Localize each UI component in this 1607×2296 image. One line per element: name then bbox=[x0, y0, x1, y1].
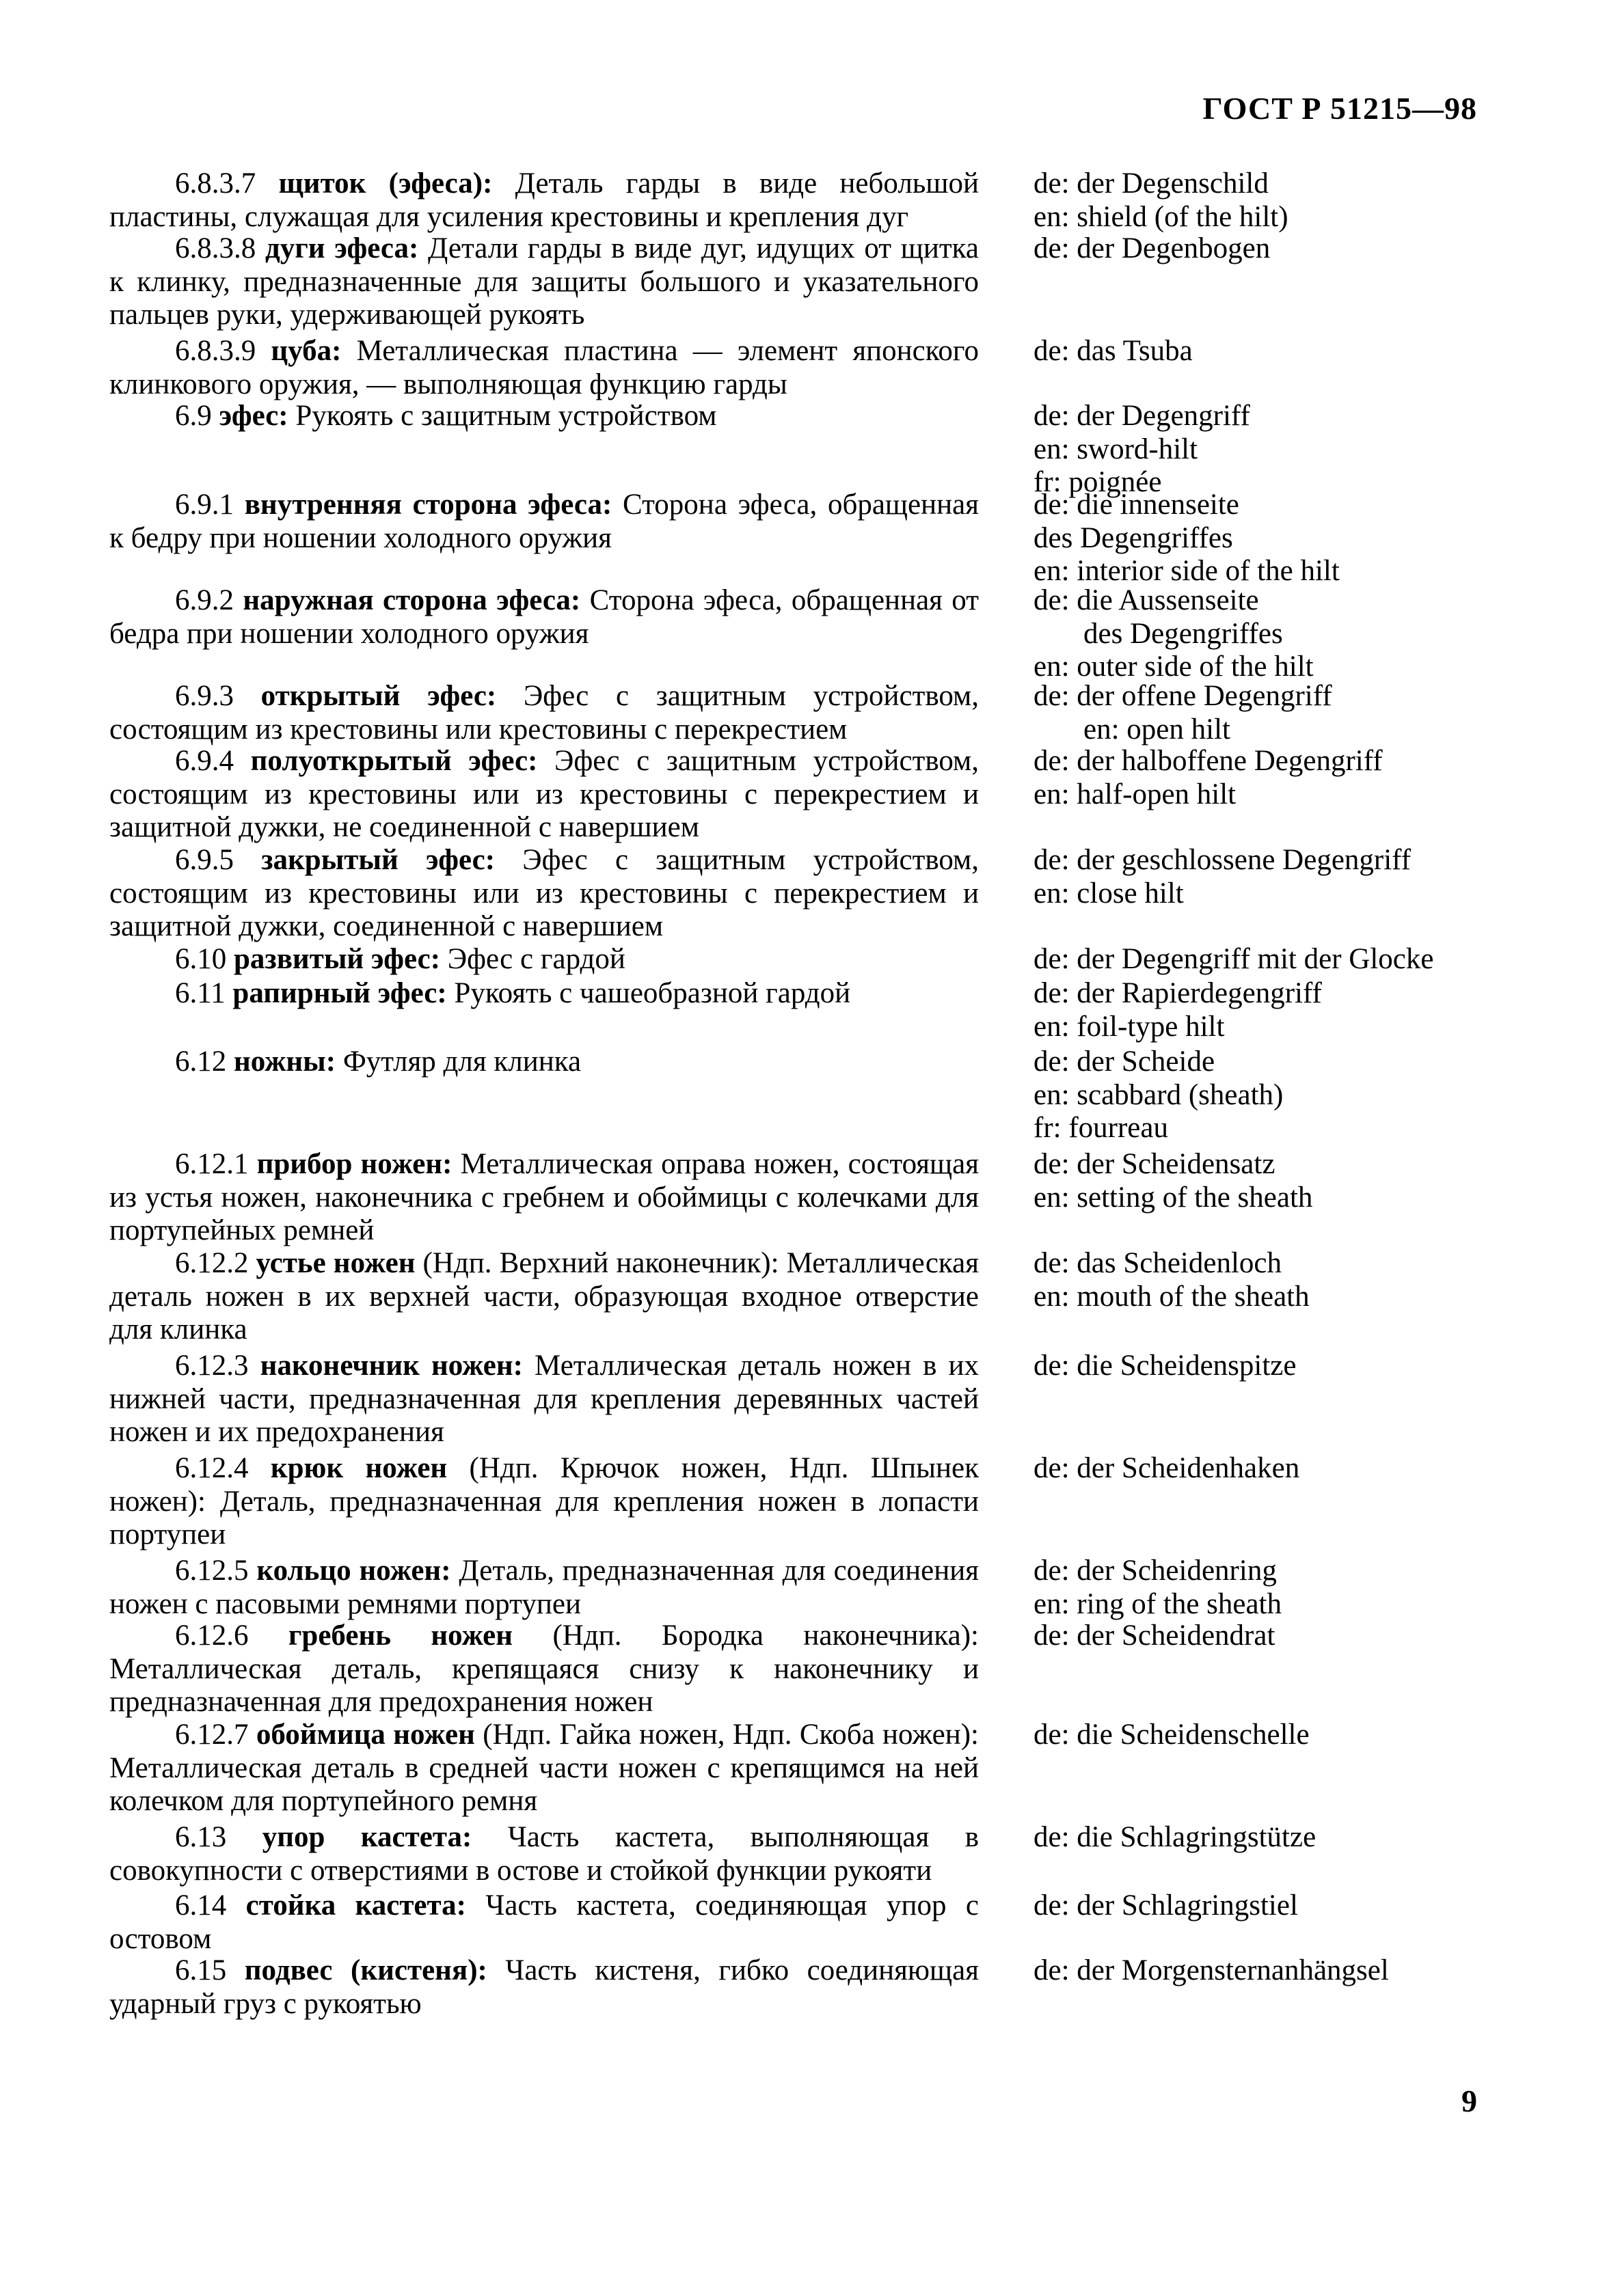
term-text: Эфес с защитным устройством, состоящим из крестовины или крестовины с перекрестием bbox=[109, 680, 980, 746]
term-text: Сторона эфеса, обращенная к бедру при ношении холодного оружия bbox=[109, 489, 980, 554]
term-text: Часть кастета, выполняющая в совокупности с отверстиями в остове и стойкой функции рукояти bbox=[109, 1821, 980, 1887]
term-definition bbox=[109, 1821, 979, 1887]
term-definition bbox=[109, 1247, 979, 1347]
term-text: Металлическая оправа ножен, состоящая из устья ножен, наконечника с гребнем и обоймицы с колечками для портупейных ремней bbox=[109, 1148, 980, 1246]
term-name: прибор ножен: bbox=[256, 1148, 453, 1180]
document-header: ГОСТ Р 51215—98 bbox=[1202, 91, 1477, 126]
translation-line: de: die Aussenseite bbox=[1034, 584, 1259, 616]
term-number: 6.12.5 bbox=[175, 1555, 249, 1587]
term-translations bbox=[1034, 1046, 1580, 1145]
term-name: наружная сторона эфеса: bbox=[243, 584, 581, 616]
term-name: полуоткрытый эфес: bbox=[250, 745, 538, 777]
term-text: Часть кастета, соединяющая упор с остовом bbox=[109, 1889, 979, 1955]
translation-line: en: mouth of the sheath bbox=[1034, 1280, 1310, 1313]
term-definition bbox=[109, 400, 979, 433]
term-definition bbox=[109, 1555, 979, 1621]
term-translations bbox=[1034, 232, 1580, 266]
term-text: Металлическая деталь ножен в их нижней части, предназначенная для крепления деревянных частей ножен и их предохранения bbox=[109, 1350, 979, 1448]
term-translations bbox=[1034, 1821, 1580, 1855]
translation-line: de: der Degenschild bbox=[1034, 167, 1269, 200]
term-definition bbox=[109, 584, 979, 651]
term-name: подвес (кистеня): bbox=[244, 1954, 487, 1986]
term-number: 6.9 bbox=[175, 400, 212, 432]
translation-line: fr: fourreau bbox=[1034, 1112, 1168, 1144]
term-name: ножны: bbox=[234, 1046, 336, 1078]
translation-line: en: shield (of the hilt) bbox=[1034, 200, 1288, 233]
term-definition bbox=[109, 1350, 979, 1449]
page-number: 9 bbox=[1461, 2083, 1477, 2118]
term-number: 6.12.2 bbox=[175, 1247, 249, 1279]
term-text: Футляр для клинка bbox=[342, 1046, 582, 1078]
translation-line: en: open hilt bbox=[1083, 713, 1230, 746]
term-number: 6.14 bbox=[175, 1889, 227, 1922]
translation-line: de: die innenseite bbox=[1034, 489, 1239, 521]
term-definition bbox=[109, 232, 979, 332]
term-name: стойка кастета: bbox=[245, 1889, 466, 1922]
term-number: 6.12.1 bbox=[175, 1148, 249, 1180]
translation-line: de: der Schlagringstiel bbox=[1034, 1889, 1298, 1922]
term-translations bbox=[1034, 977, 1580, 1043]
term-translations bbox=[1034, 1452, 1580, 1486]
term-number: 6.12.3 bbox=[175, 1350, 249, 1382]
term-text: Часть кистеня, гибко соединяющая ударный груз с рукоятью bbox=[109, 1954, 980, 2020]
term-name: крюк ножен bbox=[270, 1452, 448, 1484]
term-definition bbox=[109, 844, 979, 944]
term-definition bbox=[109, 1889, 979, 1956]
translation-line: des Degengriffes bbox=[1083, 617, 1283, 650]
term-text: Металлическая пластина — элемент японского клинкового оружия, — выполняющая функцию гарды bbox=[109, 335, 979, 400]
term-translations bbox=[1034, 745, 1580, 811]
translation-line: de: der geschlossene Degengriff bbox=[1034, 844, 1412, 876]
translation-line: de: die Scheidenspitze bbox=[1034, 1350, 1297, 1382]
term-number: 6.12.6 bbox=[175, 1620, 249, 1652]
term-translations bbox=[1034, 335, 1580, 368]
term-translations bbox=[1034, 400, 1580, 500]
term-text: Эфес с защитным устройством, состоящим из крестовины или из крестовины с перекрестием и защитной дужки, соединенной с навершием bbox=[109, 844, 980, 942]
term-definition bbox=[109, 167, 979, 234]
term-name: устье ножен bbox=[256, 1247, 416, 1279]
term-text: (Ндп. Бородка наконечника): Металлическая деталь, крепящаяся снизу к наконечнику и предназначенная для предохранения ножен bbox=[109, 1620, 979, 1718]
term-name: закрытый эфес: bbox=[261, 844, 496, 876]
translation-line: de: der halboffene Degengriff bbox=[1034, 745, 1383, 777]
term-name: развитый эфес: bbox=[234, 943, 441, 975]
translation-line: de: das Scheidenloch bbox=[1034, 1247, 1282, 1279]
term-number: 6.8.3.7 bbox=[175, 167, 256, 200]
translation-line: en: half-open hilt bbox=[1034, 778, 1237, 810]
term-text: (Ндп. Верхний наконечник): Металлическая деталь ножен в их верхней части, образующая входное отверстие для клинка bbox=[109, 1247, 980, 1345]
term-number: 6.10 bbox=[175, 943, 227, 975]
term-name: гребень ножен bbox=[288, 1620, 513, 1652]
translation-line: de: das Tsuba bbox=[1034, 335, 1193, 367]
term-translations bbox=[1034, 1247, 1580, 1313]
translation-line: en: ring of the sheath bbox=[1034, 1587, 1282, 1620]
translation-line: de: der Scheidenhaken bbox=[1034, 1452, 1300, 1484]
term-translations bbox=[1034, 167, 1580, 234]
term-translations bbox=[1034, 844, 1580, 910]
translation-line: de: der Morgensternanhängsel bbox=[1034, 1954, 1389, 1986]
translation-line: fr: poignée bbox=[1034, 466, 1162, 498]
translation-line: en: scabbard (sheath) bbox=[1034, 1078, 1284, 1111]
translation-line: en: interior side of the hilt bbox=[1034, 555, 1340, 587]
translation-line: de: der offene Degengriff bbox=[1034, 680, 1332, 712]
translation-line: de: der Scheidensatz bbox=[1034, 1148, 1275, 1180]
term-number: 6.12.7 bbox=[175, 1719, 249, 1751]
term-translations bbox=[1034, 1889, 1580, 1923]
term-name: цуба: bbox=[271, 335, 342, 367]
term-translations bbox=[1034, 1719, 1580, 1752]
term-name: дуги эфеса: bbox=[265, 232, 419, 264]
term-translations bbox=[1034, 680, 1580, 746]
term-name: кольцо ножен: bbox=[256, 1555, 451, 1587]
term-translations bbox=[1034, 1350, 1580, 1383]
term-name: упор кастета: bbox=[262, 1821, 472, 1853]
term-definition bbox=[109, 489, 979, 555]
translation-line: en: setting of the sheath bbox=[1034, 1181, 1313, 1214]
term-name: наконечник ножен: bbox=[260, 1350, 523, 1382]
translation-line: de: der Degenbogen bbox=[1034, 232, 1271, 264]
term-number: 6.9.4 bbox=[175, 745, 234, 777]
term-name: рапирный эфес: bbox=[232, 977, 447, 1009]
term-number: 6.8.3.8 bbox=[175, 232, 256, 264]
term-text: Рукоять с чашеобразной гардой bbox=[454, 977, 851, 1009]
term-number: 6.9.3 bbox=[175, 680, 234, 712]
term-definition bbox=[109, 1620, 979, 1719]
translation-line: de: die Scheidenschelle bbox=[1034, 1719, 1310, 1751]
translation-line: de: der Scheidendrat bbox=[1034, 1620, 1275, 1652]
term-definition bbox=[109, 1719, 979, 1818]
term-number: 6.13 bbox=[175, 1821, 227, 1853]
term-definition bbox=[109, 745, 979, 845]
term-number: 6.9.2 bbox=[175, 584, 234, 616]
term-number: 6.12 bbox=[175, 1046, 227, 1078]
term-text: Эфес с защитным устройством, состоящим из крестовины или из крестовины с перекрестием и защитной дужки, не соединенной с навершием bbox=[109, 745, 980, 843]
translation-line: de: der Scheide bbox=[1034, 1046, 1215, 1078]
term-translations bbox=[1034, 1620, 1580, 1653]
term-translations bbox=[1034, 1148, 1580, 1214]
term-definition bbox=[109, 335, 979, 401]
translation-line: en: sword-hilt bbox=[1034, 433, 1198, 465]
translation-line: en: close hilt bbox=[1034, 877, 1184, 910]
translation-line: en: foil-type hilt bbox=[1034, 1010, 1225, 1043]
term-number: 6.12.4 bbox=[175, 1452, 249, 1484]
translation-line: en: outer side of the hilt bbox=[1034, 651, 1314, 683]
translation-line: de: der Degengriff bbox=[1034, 400, 1250, 432]
translation-line: de: der Scheidenring bbox=[1034, 1555, 1277, 1587]
term-name: внутренняя сторона эфеса: bbox=[244, 489, 612, 521]
term-translations bbox=[1034, 1555, 1580, 1621]
term-definition bbox=[109, 1954, 979, 2021]
term-name: обоймица ножен bbox=[256, 1719, 475, 1751]
translation-line: de: der Rapierdegengriff bbox=[1034, 977, 1322, 1009]
term-definition bbox=[109, 1452, 979, 1552]
term-definition bbox=[109, 1046, 979, 1079]
term-definition bbox=[109, 680, 979, 746]
term-translations bbox=[1034, 489, 1580, 588]
term-name: щиток (эфеса): bbox=[278, 167, 493, 200]
translation-line: de: der Degengriff mit der Glocke bbox=[1034, 943, 1434, 975]
term-translations bbox=[1034, 1954, 1580, 1988]
term-name: эфес: bbox=[219, 400, 288, 432]
term-text: Детали гарды в виде дуг, идущих от щитка к клинку, предназначенные для защиты большого и указательного пальцев руки, удерживающей рукоять bbox=[109, 232, 979, 331]
term-text: (Ндп. Гайка ножен, Ндп. Скоба ножен): Металлическая деталь в средней части ножен с крепящимся на ней колечком для портупейного ремня bbox=[109, 1719, 979, 1817]
term-definition bbox=[109, 1148, 979, 1248]
term-text: Деталь, предназначенная для соединения ножен с пасовыми ремнями портупеи bbox=[109, 1555, 980, 1620]
term-text: Деталь гарды в виде небольшой пластины, служащая для усиления крестовины и крепления дуг bbox=[109, 167, 980, 233]
term-definition bbox=[109, 943, 979, 976]
term-text: Сторона эфеса, обращенная от бедра при ношении холодного оружия bbox=[109, 584, 980, 650]
translation-line: des Degengriffes bbox=[1034, 521, 1233, 554]
term-text: (Ндп. Крючок ножен, Ндп. Шпынек ножен): Деталь, предназначенная для крепления ножен в лопасти портупеи bbox=[109, 1452, 979, 1550]
term-number: 6.9.1 bbox=[175, 489, 234, 521]
term-translations bbox=[1034, 584, 1580, 684]
term-text: Рукоять с защитным устройством bbox=[295, 400, 717, 432]
term-number: 6.11 bbox=[175, 977, 226, 1009]
term-definition bbox=[109, 977, 979, 1011]
term-number: 6.15 bbox=[175, 1954, 227, 1986]
term-name: открытый эфес: bbox=[260, 680, 497, 712]
term-number: 6.9.5 bbox=[175, 844, 234, 876]
term-text: Эфес с гардой bbox=[447, 943, 625, 975]
term-number: 6.8.3.9 bbox=[175, 335, 256, 367]
term-translations bbox=[1034, 943, 1580, 976]
translation-line: de: die Schlagringstütze bbox=[1034, 1821, 1316, 1853]
